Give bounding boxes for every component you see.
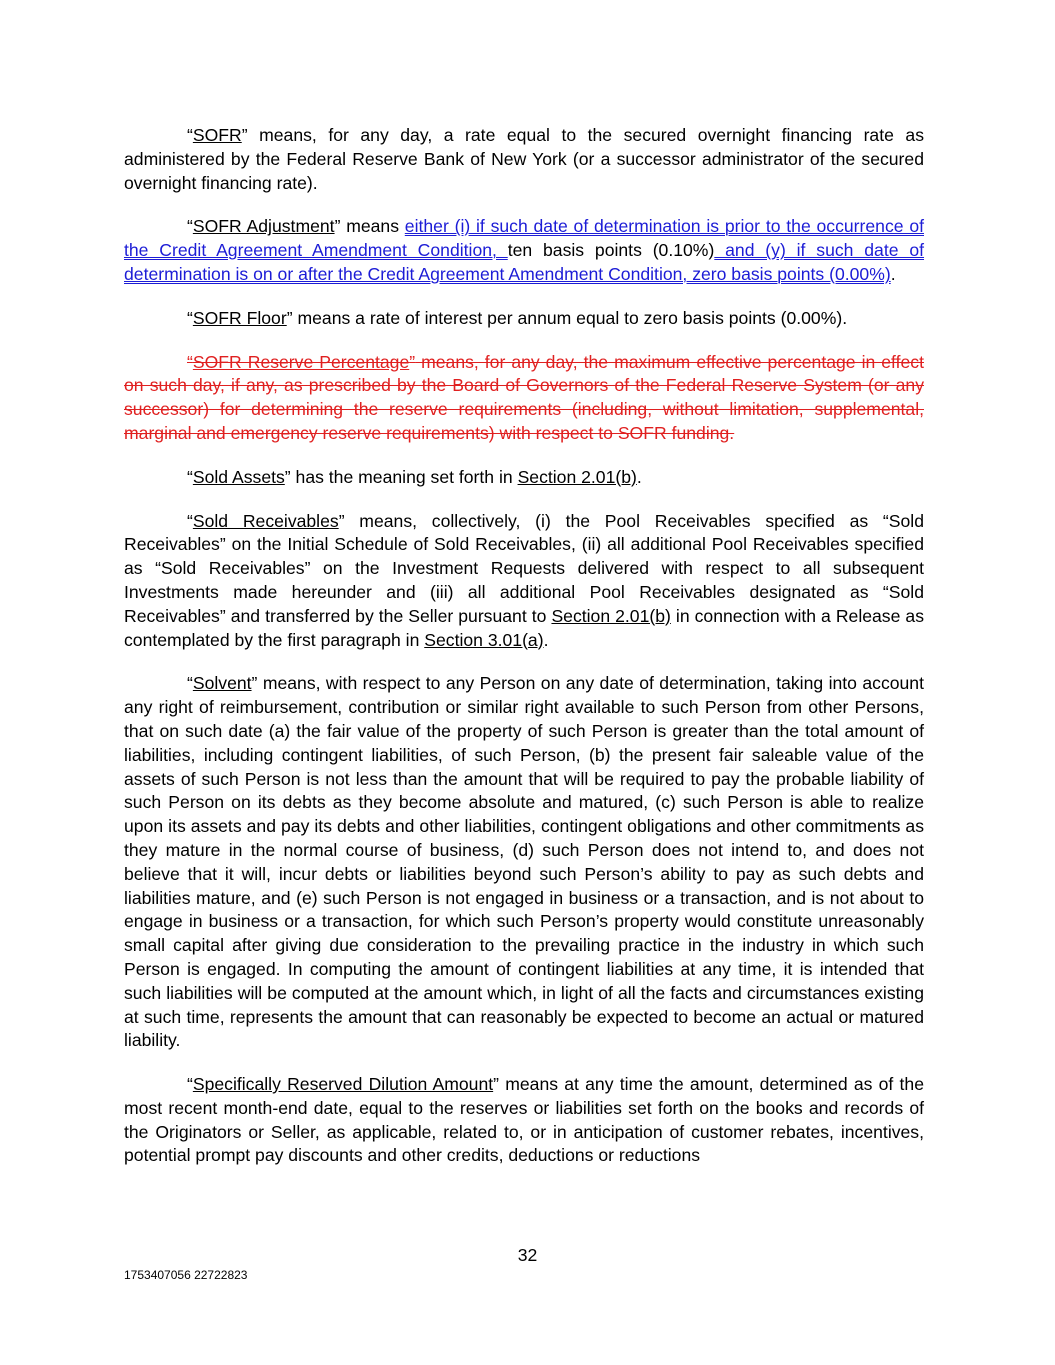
inserted-text: either (i) if such date of determination is prior to the occurrence of the Credit Agreement Amendment Condition, — [124, 216, 924, 261]
definition-paragraph: “SOFR Floor” means a rate of interest per annum equal to zero basis points (0.00%). — [187, 307, 848, 328]
definition-text: . — [890, 263, 896, 284]
section-reference: Section 2.01(b) — [517, 466, 637, 487]
document-body — [124, 124, 924, 1188]
deleted-text: “SOFR Reserve Percentage” means, for any day, the maximum effective percentage in effect on such day, if any, as prescribed by the Board of Governors of the Federal Reserve System (or any successor) for determining the reserve requirements (including, without limitation, supplemental, marginal and emergency reserve requirements) with respect to SOFR funding. — [124, 351, 924, 443]
definition-text: in connection with a Release as contemplated by the first paragraph in — [124, 605, 924, 650]
definition-text: means, with respect to any Person on any date of determination, taking into account any right of reimbursement, contribution or similar right available to such Person from other Persons, that on such date (a) the fair value of the property of such Person is greater than the total amount of liabilities, including contingent liabilities, of such Person, (b) the present fair saleable value of the assets of such Person is not less than the amount that will be required to pay the probable liability of such Person on its debts as they become absolute and matured, (c) such Person is able to realize upon its assets and pay its debts and other liabilities, contingent obligations and other commitments as they mature in the normal course of business, (d) such Person does not intend to, and does not believe that it will, incur debts or liabilities beyond such Person’s ability to pay as such debts and liabilities mature, and (e) such Person is not engaged in business or a transaction, and is not about to engage in business or a transaction, for which such Person’s property would constitute unreasonably small capital after giving due consideration to the prevailing practice in the industry in which such Person is engaged. In computing the amount of contingent liabilities at any time, it is intended that such liabilities will be computed at the amount which, in light of all the facts and circumstances existing at such time, represents the amount that can reasonably be expected to become an actual or matured liability. — [124, 673, 924, 1051]
defined-term: Sold Receivables — [192, 510, 339, 531]
definition-paragraph — [124, 351, 924, 446]
defined-term: Solvent — [192, 673, 252, 694]
defined-term: Sold Assets — [192, 466, 285, 487]
definition-text: . — [636, 466, 642, 487]
definition-text: means a rate of interest per annum equal to zero basis points (0.00%). — [292, 307, 848, 328]
document-id: 1753407056 22722823 — [124, 1268, 248, 1282]
definition-paragraph: “Sold Receivables” means, collectively, (i) the Pool Receivables specified as “Sold Receivables” on the Initial Schedule of Sold Receivables, (ii) all additional Pool Receivables specified as “Sold Receivables” on the Investment Requests delivered with respect to all subsequent Investments made hereunder and (iii) all additional Pool Receivables designated as “Sold Receivables” and transferred by the Seller pursuant to Section 2.01(b) in connection with a Release as contemplated by the first paragraph in Section 3.01(a). — [124, 510, 924, 650]
definition-paragraph: “Solvent” means, with respect to any Person on any date of determination, taking into account any right of reimbursement, contribution or similar right available to such Person from other Persons, that on such date (a) the fair value of the property of such Person is greater than the total amount of liabilities, including contingent liabilities, of such Person, (b) the present fair saleable value of the assets of such Person is not less than the amount that will be required to pay the probable liability of such Person on its debts as they become absolute and matured, (c) such Person is able to realize upon its assets and pay its debts and other liabilities, contingent obligations and other commitments as they mature in the normal course of business, (d) such Person does not intend to, and does not believe that it will, incur debts or liabilities beyond such Person’s ability to pay as such debts and liabilities mature, and (e) such Person is not engaged in business or a transaction, and is not about to engage in business or a transaction, for which such Person’s property would constitute unreasonably small capital after giving due consideration to the prevailing practice in the industry in which such Person is engaged. In computing the amount of contingent liabilities at any time, it is intended that such liabilities will be computed at the amount which, in light of all the facts and circumstances existing at such time, represents the amount that can reasonably be expected to become an actual or matured liability. — [124, 673, 924, 1051]
defined-term: SOFR Reserve Percentage — [192, 351, 410, 372]
definition-text: ten basis points (0.10%) — [507, 240, 715, 261]
definitions-list — [124, 124, 924, 1168]
definition-paragraph: “SOFR” means, for any day, a rate equal to the secured overnight financing rate as administered by the Federal Reserve Bank of New York (or a successor administrator of the secured overnight financing rate). — [124, 125, 924, 193]
definition-text: has the meaning set forth in — [290, 466, 518, 487]
definition-text: means — [340, 216, 405, 237]
definition-text: means, for any day, a rate equal to the secured overnight financing rate as administered by the Federal Reserve Bank of New York (or a successor administrator of the secured overnight financing rate). — [124, 125, 924, 193]
defined-term: SOFR Adjustment — [192, 216, 335, 237]
definition-paragraph: “Sold Assets” has the meaning set forth in Section 2.01(b). — [187, 466, 642, 487]
definition-text: means at any time the amount, determined as of the most recent month-end date, equal to the reserves or liabilities set forth on the books and records of the Originators or Seller, as applicable, related to, or in anticipation of customer rebates, incentives, potential prompt pay discounts and other credits, deductions or reductions — [124, 1074, 924, 1166]
page-number: 32 — [517, 1245, 538, 1265]
inserted-text: and (y) if such date of determination is on or after the Credit Agreement Amendment Condition, zero basis points (0.00%) — [124, 240, 925, 284]
section-reference: Section 3.01(a) — [424, 629, 544, 650]
section-reference: Section 2.01(b) — [551, 605, 671, 626]
definition-text: . — [543, 629, 549, 650]
definition-paragraph: “Specifically Reserved Dilution Amount” means at any time the amount, determined as of the most recent month-end date, equal to the reserves or liabilities set forth on the books and records of the Originators or Seller, as applicable, related to, or in anticipation of customer rebates, incentives, potential prompt pay discounts and other credits, deductions or reductions — [124, 1074, 924, 1166]
definition-text: means, for any day, the maximum effective percentage in effect on such day, if any, as prescribed by the Board of Governors of the Federal Reserve System (or any successor) for determining the reserve requirements (including, without limitation, supplemental, marginal and emergency reserve requirements) with respect to SOFR funding. — [124, 351, 924, 443]
defined-term: Specifically Reserved Dilution Amount — [192, 1074, 494, 1095]
defined-term: SOFR Floor — [192, 307, 287, 328]
defined-term: SOFR — [192, 125, 242, 145]
definition-paragraph: “SOFR Adjustment” means either (i) if such date of determination is prior to the occurrence of the Credit Agreement Amendment Condition, ten basis points (0.10%) and (y) if such date of determination is on or after the Credit Agreement Amendment Condition, zero basis points (0.00%). — [124, 216, 925, 284]
definition-text: means, collectively, (i) the Pool Receivables specified as “Sold Receivables” on the Initial Schedule of Sold Receivables, (ii) all additional Pool Receivables specified as “Sold Receivables” on the Investment Requests delivered with respect to all subsequent Investments made hereunder and (iii) all additional Pool Receivables designated as “Sold Receivables” and transferred by the Seller pursuant to — [124, 510, 924, 626]
